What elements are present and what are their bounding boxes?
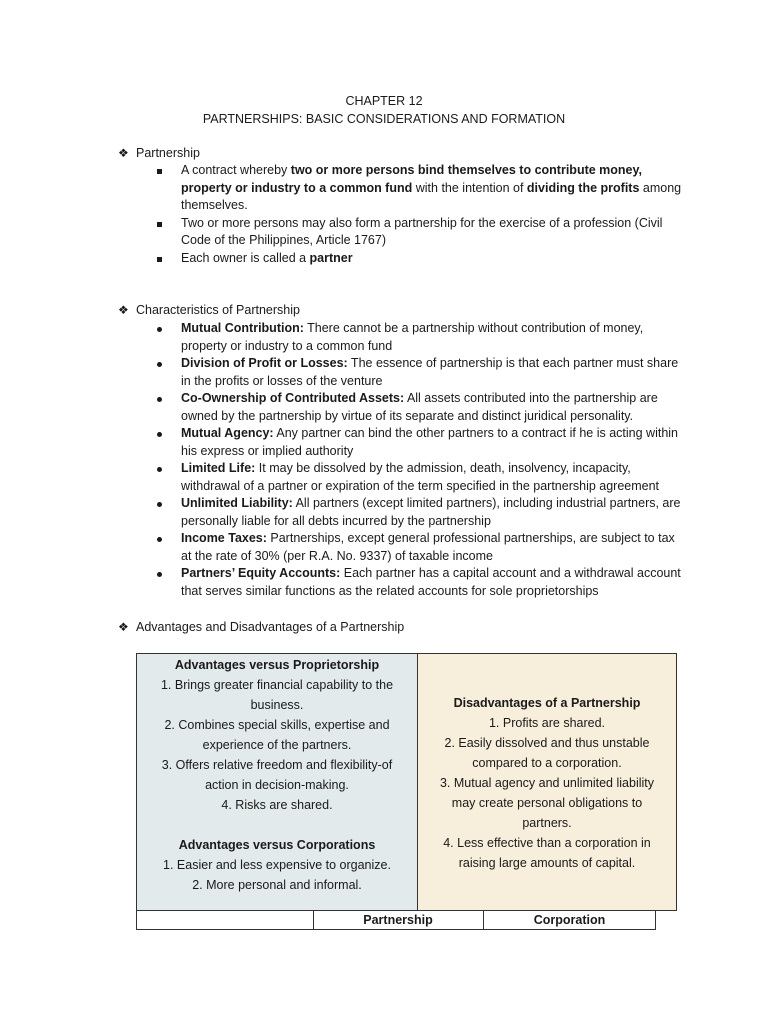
diamond-bullet-icon: ❖ bbox=[118, 146, 129, 160]
cell-line: 3. Mutual agency and unlimited liability bbox=[439, 776, 654, 790]
partnership-list bbox=[157, 162, 687, 267]
round-bullet-icon bbox=[157, 355, 167, 373]
round-bullet-icon bbox=[157, 530, 167, 548]
round-bullet-icon bbox=[157, 460, 167, 478]
cell-line: 1. Brings greater financial capability to the bbox=[160, 678, 394, 692]
characteristics-list bbox=[157, 320, 687, 600]
diamond-bullet-icon: ❖ bbox=[118, 303, 129, 317]
advantages-table bbox=[136, 653, 677, 911]
square-bullet-icon bbox=[157, 250, 167, 268]
cell-heading: Disadvantages of a Partnership bbox=[453, 696, 641, 710]
header-cell-partnership: Partnership bbox=[313, 911, 484, 929]
cell-heading: Advantages versus Corporations bbox=[178, 838, 376, 852]
section-heading: Characteristics of Partnership bbox=[136, 303, 300, 317]
chapter-title: PARTNERSHIPS: BASIC CONSIDERATIONS AND FORMATION bbox=[202, 112, 566, 126]
section-heading: Partnership bbox=[136, 146, 200, 160]
cell-line: 2. More personal and informal. bbox=[192, 878, 362, 892]
list-item: Division of Profit or Losses: The essence of partnership is that each partner must share in the profits or losses of the venture bbox=[157, 355, 687, 390]
list-item: Limited Life: It may be dissolved by the admission, death, insolvency, incapacity, withdrawal of a partner or expiration of the term specified in the partnership agreement bbox=[157, 460, 687, 495]
round-bullet-icon bbox=[157, 565, 167, 583]
header-cell-corporation: Corporation bbox=[533, 913, 606, 927]
cell-line: compared to a corporation. bbox=[472, 756, 622, 770]
cell-line: experience of the partners. bbox=[202, 738, 352, 752]
cell-line: 2. Easily dissolved and thus unstable bbox=[444, 736, 650, 750]
square-bullet-icon bbox=[157, 162, 167, 180]
list-item: Unlimited Liability: All partners (except limited partners), including industrial partners, are personally liable for all debts incurred by the partnership bbox=[157, 495, 687, 530]
list-item: Partners’ Equity Accounts: Each partner has a capital account and a withdrawal account that serves similar functions as the related accounts for sole proprietorships bbox=[157, 565, 687, 600]
cell-line: 2. Combines special skills, expertise and bbox=[164, 718, 390, 732]
cell-line: business. bbox=[250, 698, 304, 712]
cell-line: 1. Easier and less expensive to organize. bbox=[163, 858, 391, 872]
chapter-number: CHAPTER 12 bbox=[345, 94, 423, 108]
cell-line: action in decision-making. bbox=[205, 778, 349, 792]
cell-line: 4. Risks are shared. bbox=[221, 798, 333, 812]
section-heading: Advantages and Disadvantages of a Partnership bbox=[136, 620, 405, 634]
cell-line: may create personal obligations to bbox=[451, 796, 643, 810]
cell-line: 3. Offers relative freedom and flexibility-of bbox=[161, 758, 393, 772]
round-bullet-icon bbox=[157, 320, 167, 338]
round-bullet-icon bbox=[157, 425, 167, 443]
disadvantages-cell bbox=[418, 654, 676, 910]
cell-line: 4. Less effective than a corporation in bbox=[443, 836, 651, 850]
list-item: Co-Ownership of Contributed Assets: All assets contributed into the partnership are owned by the partnership by virtue of its separate and distinct juridical personality. bbox=[157, 390, 687, 425]
cell-heading: Advantages versus Proprietorship bbox=[174, 658, 380, 672]
advantages-cell bbox=[137, 654, 418, 910]
cell-line: partners. bbox=[522, 816, 572, 830]
list-item: Income Taxes: Partnerships, except general professional partnerships, are subject to tax at the rate of 30% (per R.A. No. 9337) of taxable income bbox=[157, 530, 687, 565]
round-bullet-icon bbox=[157, 495, 167, 513]
list-item: A contract whereby two or more persons bind themselves to contribute money, property or industry to a common fund with the intention of dividing the profits among themselves. bbox=[157, 162, 687, 215]
comparison-header-row bbox=[136, 910, 656, 930]
round-bullet-icon bbox=[157, 390, 167, 408]
list-item: Mutual Contribution: There cannot be a partnership without contribution of money, property or industry to a common fund bbox=[157, 320, 687, 355]
list-item: Mutual Agency: Any partner can bind the other partners to a contract if he is acting within his express or implied authority bbox=[157, 425, 687, 460]
list-item: Each owner is called a partner bbox=[157, 250, 687, 268]
header-cell-empty bbox=[137, 911, 314, 929]
diamond-bullet-icon: ❖ bbox=[118, 620, 129, 634]
cell-line: 1. Profits are shared. bbox=[488, 716, 606, 730]
cell-line: raising large amounts of capital. bbox=[458, 856, 636, 870]
list-item: Two or more persons may also form a partnership for the exercise of a profession (Civil Code of the Philippines, Article 1767) bbox=[157, 215, 687, 250]
square-bullet-icon bbox=[157, 215, 167, 233]
